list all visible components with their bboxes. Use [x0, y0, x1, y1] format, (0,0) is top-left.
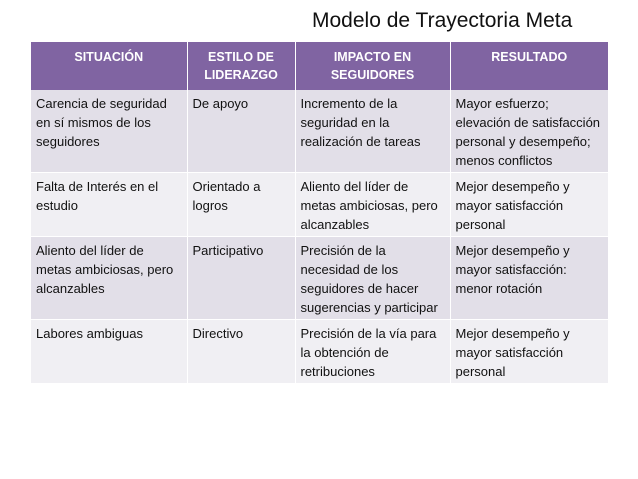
header-situacion: SITUACIÓN [31, 42, 187, 90]
header-estilo-liderazgo: ESTILO DE LIDERAZGO [187, 42, 295, 90]
table-row [31, 90, 608, 173]
table-cell: Orientado a logros [187, 173, 295, 237]
header-impacto-seguidores: IMPACTO EN SEGUIDORES [295, 42, 450, 90]
slide-title: Modelo de Trayectoria Meta [312, 9, 573, 32]
table-cell: Participativo [187, 237, 295, 320]
table-cell: Falta de Interés en el estudio [31, 173, 187, 237]
table-cell: Carencia de seguridad en sí mismos de los seguidores [31, 90, 187, 173]
header-resultado: RESULTADO [450, 42, 608, 90]
table-header-row [31, 42, 608, 90]
table-cell: Precisión de la vía para la obtención de retribuciones [295, 320, 450, 384]
table-cell: Mayor esfuerzo; elevación de satisfacción personal y desempeño; menos conflictos [450, 90, 608, 173]
table-row [31, 173, 608, 237]
table-cell: Mejor desempeño y mayor satisfacción personal [450, 173, 608, 237]
table-row [31, 237, 608, 320]
table-cell: Precisión de la necesidad de los seguidores de hacer sugerencias y participar [295, 237, 450, 320]
table-cell: Mejor desempeño y mayor satisfacción personal [450, 320, 608, 384]
table-cell: Aliento del líder de metas ambiciosas, pero alcanzables [295, 173, 450, 237]
table-cell: Labores ambiguas [31, 320, 187, 384]
table-cell: Aliento del líder de metas ambiciosas, pero alcanzables [31, 237, 187, 320]
table-cell: De apoyo [187, 90, 295, 173]
table-cell: Mejor desempeño y mayor satisfacción: menor rotación [450, 237, 608, 320]
trajectory-table [31, 42, 608, 384]
table-row [31, 320, 608, 384]
table-cell: Directivo [187, 320, 295, 384]
table-cell: Incremento de la seguridad en la realización de tareas [295, 90, 450, 173]
